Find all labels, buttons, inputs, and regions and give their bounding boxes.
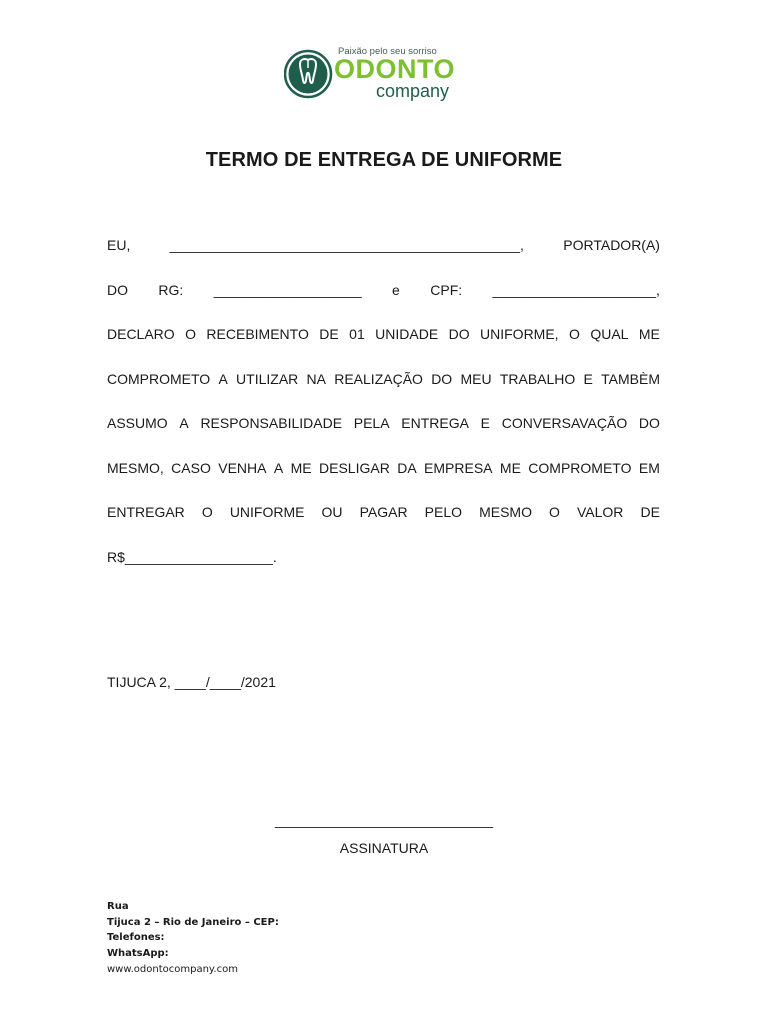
date-line: TIJUCA 2, ____/____/2021 bbox=[107, 674, 276, 690]
footer-address bbox=[107, 899, 279, 978]
body-word: _____________________, bbox=[492, 282, 660, 298]
body-word: UNIFORME, bbox=[480, 326, 559, 342]
body-word: ENTREGA bbox=[401, 415, 469, 431]
body-word: MEU bbox=[460, 371, 492, 387]
body-word: UNIFORME bbox=[229, 504, 305, 520]
logo-brand-sub: company bbox=[376, 81, 450, 101]
body-word: EM bbox=[638, 460, 660, 476]
body-word: DO bbox=[638, 415, 660, 431]
body-word: DO bbox=[448, 326, 470, 342]
body-word: DE bbox=[319, 326, 339, 342]
body-word: e bbox=[392, 282, 400, 298]
body-word: RG: bbox=[158, 282, 184, 298]
body-line-1 bbox=[107, 237, 660, 253]
body-word: DA bbox=[397, 460, 417, 476]
body-word: RESPONSABILIDADE bbox=[200, 415, 343, 431]
logo-brand-main: ODONTO bbox=[334, 54, 456, 84]
body-word: DO bbox=[431, 371, 453, 387]
body-word: DESLIGAR bbox=[319, 460, 390, 476]
body-line-4 bbox=[107, 371, 660, 387]
body-word: E bbox=[583, 371, 593, 387]
body-word: NA bbox=[306, 371, 326, 387]
body-word: 01 bbox=[349, 326, 365, 342]
tooth-logo-icon bbox=[284, 43, 488, 105]
footer-website: www.odontocompany.com bbox=[107, 963, 238, 975]
body-word: TRABALHO bbox=[499, 371, 576, 387]
body-word: COMPROMETO bbox=[107, 371, 211, 387]
footer-whatsapp: WhatsApp: bbox=[107, 948, 169, 960]
body-word: A bbox=[218, 371, 228, 387]
body-word: COMPROMETO bbox=[528, 460, 632, 476]
logo-tagline: Paixão pelo seu sorriso bbox=[338, 46, 437, 57]
body-word: CPF: bbox=[430, 282, 463, 298]
body-word: O bbox=[549, 504, 560, 520]
footer-phones: Telefones: bbox=[107, 932, 165, 944]
body-word: O bbox=[201, 504, 213, 520]
body-word: MESMO, bbox=[107, 460, 164, 476]
body-word: PELO bbox=[424, 504, 463, 520]
body-word: EU, bbox=[107, 237, 131, 253]
body-word: TAMBÈM bbox=[601, 371, 660, 387]
body-word: UTILIZAR bbox=[236, 371, 299, 387]
body-word: DECLARO bbox=[107, 326, 175, 342]
body-line-8: R$___________________. bbox=[107, 549, 277, 565]
body-word: PAGAR bbox=[359, 504, 408, 520]
body-word: _____________________________________________, bbox=[169, 237, 524, 253]
body-word: CONVERSAVAÇÃO bbox=[501, 415, 628, 431]
body-word: A bbox=[179, 415, 189, 431]
body-line-2 bbox=[107, 282, 660, 298]
body-word: OU bbox=[321, 504, 343, 520]
odonto-company-logo bbox=[284, 43, 488, 105]
body-word: DO bbox=[107, 282, 128, 298]
footer-street: Rua bbox=[107, 901, 129, 912]
body-word: O bbox=[569, 326, 580, 342]
body-word: RECEBIMENTO bbox=[206, 326, 309, 342]
body-line-3 bbox=[107, 326, 660, 342]
body-line-7 bbox=[107, 504, 660, 520]
document-title: TERMO DE ENTREGA DE UNIFORME bbox=[205, 149, 563, 171]
body-word: PELA bbox=[353, 415, 390, 431]
signature-label: ASSINATURA bbox=[339, 840, 429, 856]
footer-address-line: Tijuca 2 – Rio de Janeiro – CEP: bbox=[107, 916, 279, 928]
signature-line: ____________________________ bbox=[274, 812, 493, 828]
body-word: DE bbox=[640, 504, 660, 520]
body-word: E bbox=[480, 415, 490, 431]
body-word: ME bbox=[290, 460, 312, 476]
body-word: UNIDADE bbox=[375, 326, 439, 342]
body-word: PORTADOR(A) bbox=[563, 237, 660, 253]
body-word: ME bbox=[499, 460, 521, 476]
body-word: QUAL bbox=[590, 326, 629, 342]
body-word: ME bbox=[638, 326, 660, 342]
body-word: O bbox=[185, 326, 196, 342]
body-word: A bbox=[273, 460, 284, 476]
body-line-5 bbox=[107, 415, 660, 431]
body-word: VALOR bbox=[576, 504, 624, 520]
body-word: ASSUMO bbox=[107, 415, 168, 431]
body-line-6 bbox=[107, 460, 660, 476]
body-word: MESMO bbox=[479, 504, 532, 520]
body-word: ENTREGAR bbox=[107, 504, 185, 520]
body-word: CASO bbox=[171, 460, 211, 476]
body-word: VENHA bbox=[218, 460, 267, 476]
body-word: ___________________ bbox=[213, 282, 362, 298]
body-word: REALIZAÇÃO bbox=[334, 371, 423, 387]
body-word: EMPRESA bbox=[424, 460, 493, 476]
